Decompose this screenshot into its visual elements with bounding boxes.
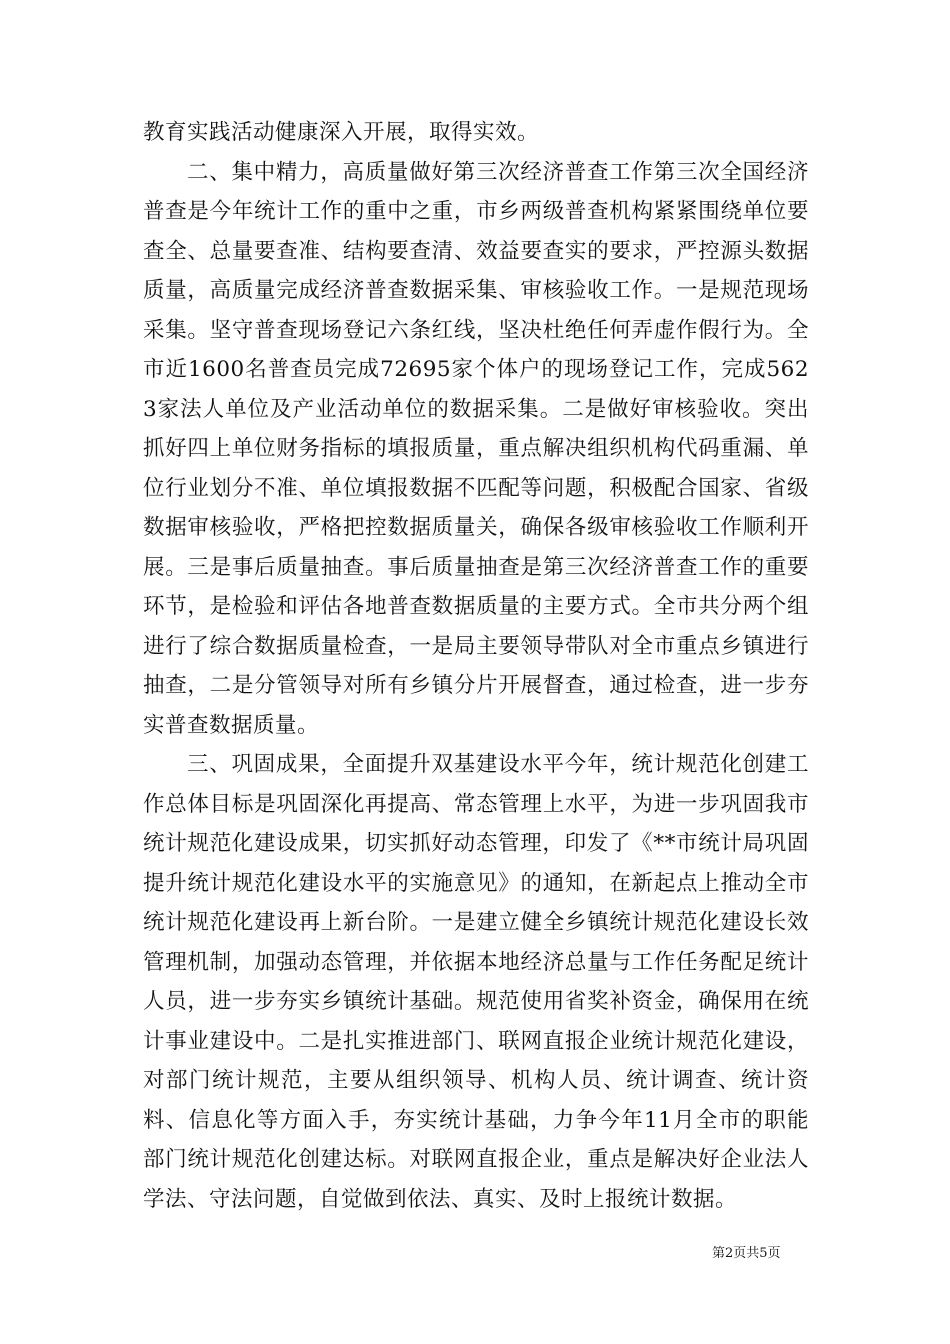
- page-number-footer: 第2页共5页: [712, 1246, 781, 1261]
- paragraph-section-two: 二、集中精力，高质量做好第三次经济普查工作第三次全国经济普查是今年统计工作的重中之重，市乡两级普查机构紧紧围绕单位要查全、总量要查准、结构要查清、效益要查实的要求，严控源头数据质量，高质量完成经济普查数据采集、审核验收工作。一是规范现场采集。坚守普查现场登记六条红线，坚决杜绝任何弄虚作假行为。全市近1600名普查员完成72695家个体户的现场登记工作，完成5623家法人单位及产业活动单位的数据采集。二是做好审核验收。突出抓好四上单位财务指标的填报质量，重点解决组织机构代码重漏、单位行业划分不准、单位填报数据不匹配等问题，积极配合国家、省级数据审核验收，严格把控数据质量关，确保各级审核验收工作顺利开展。三是事后质量抽查。事后质量抽查是第三次经济普查工作的重要环节，是检验和评估各地普查数据质量的主要方式。全市共分两个组进行了综合数据质量检查，一是局主要领导带队对全市重点乡镇进行抽查，二是分管领导对所有乡镇分片开展督查，通过检查，进一步夯实普查数据质量。: [143, 159, 809, 738]
- paragraph-continuation: 教育实践活动健康深入开展，取得实效。: [143, 120, 540, 145]
- document-body: [143, 113, 809, 1219]
- paragraph-section-three: 三、巩固成果，全面提升双基建设水平今年，统计规范化创建工作总体目标是巩固深化再提高、常态管理上水平，为进一步巩固我市统计规范化建设成果，切实抓好动态管理，印发了《**市统计局巩固提升统计规范化建设水平的实施意见》的通知，在新起点上推动全市统计规范化建设再上新台阶。一是建立健全乡镇统计规范化建设长效管理机制，加强动态管理，并依据本地经济总量与工作任务配足统计人员，进一步夯实乡镇统计基础。规范使用省奖补资金，确保用在统计事业建设中。二是扎实推进部门、联网直报企业统计规范化建设，对部门统计规范，主要从组织领导、机构人员、统计调查、统计资料、信息化等方面入手，夯实统计基础，力争今年11月全市的职能部门统计规范化创建达标。对联网直报企业，重点是解决好企业法人学法、守法问题，自觉做到依法、真实、及时上报统计数据。: [143, 752, 809, 1212]
